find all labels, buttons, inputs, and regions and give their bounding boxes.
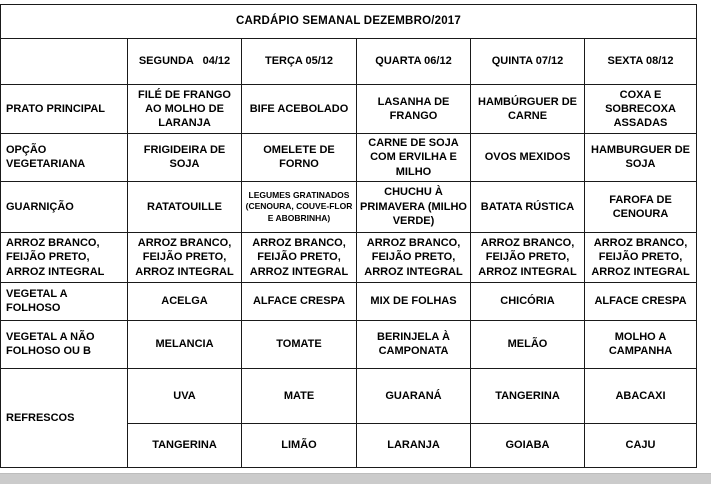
menu-cell: MOLHO A CAMPANHA [585, 320, 697, 368]
menu-cell: BERINJELA À CAMPONATA [357, 320, 471, 368]
table-row-prato-principal [1, 85, 697, 134]
row-label-guarnicao: GUARNIÇÃO [1, 181, 128, 232]
menu-cell: OVOS MEXIDOS [471, 134, 585, 182]
menu-cell: BATATA RÚSTICA [471, 181, 585, 232]
menu-cell: ARROZ BRANCO, FEIJÃO PRETO, ARROZ INTEGRAL [128, 232, 242, 282]
menu-cell: ARROZ BRANCO, FEIJÃO PRETO, ARROZ INTEGRAL [357, 232, 471, 282]
row-label-vegetal-nao-folhoso: VEGETAL A NÃO FOLHOSO OU B [1, 320, 128, 368]
menu-cell: MATE [242, 368, 357, 423]
bottom-gray-strip [0, 473, 711, 484]
row-label-prato-principal: PRATO PRINCIPAL [1, 85, 128, 134]
menu-cell: MIX DE FOLHAS [357, 282, 471, 320]
menu-cell: GUARANÁ [357, 368, 471, 423]
menu-cell: LARANJA [357, 423, 471, 467]
menu-cell: MELANCIA [128, 320, 242, 368]
menu-cell: ACELGA [128, 282, 242, 320]
day-header-quarta: QUARTA 06/12 [357, 39, 471, 85]
row-label-arroz-feijao: ARROZ BRANCO, FEIJÃO PRETO, ARROZ INTEGRAL [1, 232, 128, 282]
menu-cell: HAMBURGUER DE SOJA [585, 134, 697, 182]
day-header-sexta: SEXTA 08/12 [585, 39, 697, 85]
table-row-vegetal-nao-folhoso [1, 320, 697, 368]
menu-cell: TOMATE [242, 320, 357, 368]
menu-cell: LEGUMES GRATINADOS (CENOURA, COUVE-FLOR E ABOBRINHA) [242, 181, 357, 232]
menu-cell: ARROZ BRANCO, FEIJÃO PRETO, ARROZ INTEGRAL [471, 232, 585, 282]
table-row-vegetal-folhoso [1, 282, 697, 320]
row-label-vegetal-folhoso: VEGETAL A FOLHOSO [1, 282, 128, 320]
menu-cell: LIMÃO [242, 423, 357, 467]
menu-cell: LASANHA DE FRANGO [357, 85, 471, 134]
menu-cell: ALFACE CRESPA [242, 282, 357, 320]
table-row-guarnicao [1, 181, 697, 232]
menu-cell: CHUCHU À PRIMAVERA (MILHO VERDE) [357, 181, 471, 232]
page-title: CARDÁPIO SEMANAL DEZEMBRO/2017 [1, 5, 697, 39]
menu-cell: MELÃO [471, 320, 585, 368]
table-row-arroz-feijao [1, 232, 697, 282]
day-header-terca: TERÇA 05/12 [242, 39, 357, 85]
menu-cell: FRIGIDEIRA DE SOJA [128, 134, 242, 182]
menu-cell: TANGERINA [471, 368, 585, 423]
day-header-quinta: QUINTA 07/12 [471, 39, 585, 85]
table-row-opcao-vegetariana [1, 134, 697, 182]
menu-cell: CAJU [585, 423, 697, 467]
menu-cell: COXA E SOBRECOXA ASSADAS [585, 85, 697, 134]
row-label-refrescos: REFRESCOS [1, 368, 128, 467]
table-row-refrescos-1 [1, 368, 697, 423]
menu-cell: OMELETE DE FORNO [242, 134, 357, 182]
corner-cell [1, 39, 128, 85]
menu-cell: ALFACE CRESPA [585, 282, 697, 320]
menu-cell: TANGERINA [128, 423, 242, 467]
menu-cell: ARROZ BRANCO, FEIJÃO PRETO, ARROZ INTEGRAL [242, 232, 357, 282]
day-header-segunda: SEGUNDA 04/12 [128, 39, 242, 85]
row-label-opcao-vegetariana: OPÇÃO VEGETARIANA [1, 134, 128, 182]
day-header-row [1, 39, 697, 85]
weekly-menu-table [0, 4, 697, 468]
document-page [0, 4, 711, 468]
menu-cell: HAMBÚRGUER DE CARNE [471, 85, 585, 134]
menu-cell: UVA [128, 368, 242, 423]
menu-cell: RATATOUILLE [128, 181, 242, 232]
menu-cell: CHICÓRIA [471, 282, 585, 320]
title-row [1, 5, 697, 39]
menu-cell: ABACAXI [585, 368, 697, 423]
menu-cell: FAROFA DE CENOURA [585, 181, 697, 232]
menu-cell: BIFE ACEBOLADO [242, 85, 357, 134]
menu-cell: CARNE DE SOJA COM ERVILHA E MILHO [357, 134, 471, 182]
menu-cell: ARROZ BRANCO, FEIJÃO PRETO, ARROZ INTEGRAL [585, 232, 697, 282]
menu-cell: FILÉ DE FRANGO AO MOLHO DE LARANJA [128, 85, 242, 134]
menu-cell: GOIABA [471, 423, 585, 467]
